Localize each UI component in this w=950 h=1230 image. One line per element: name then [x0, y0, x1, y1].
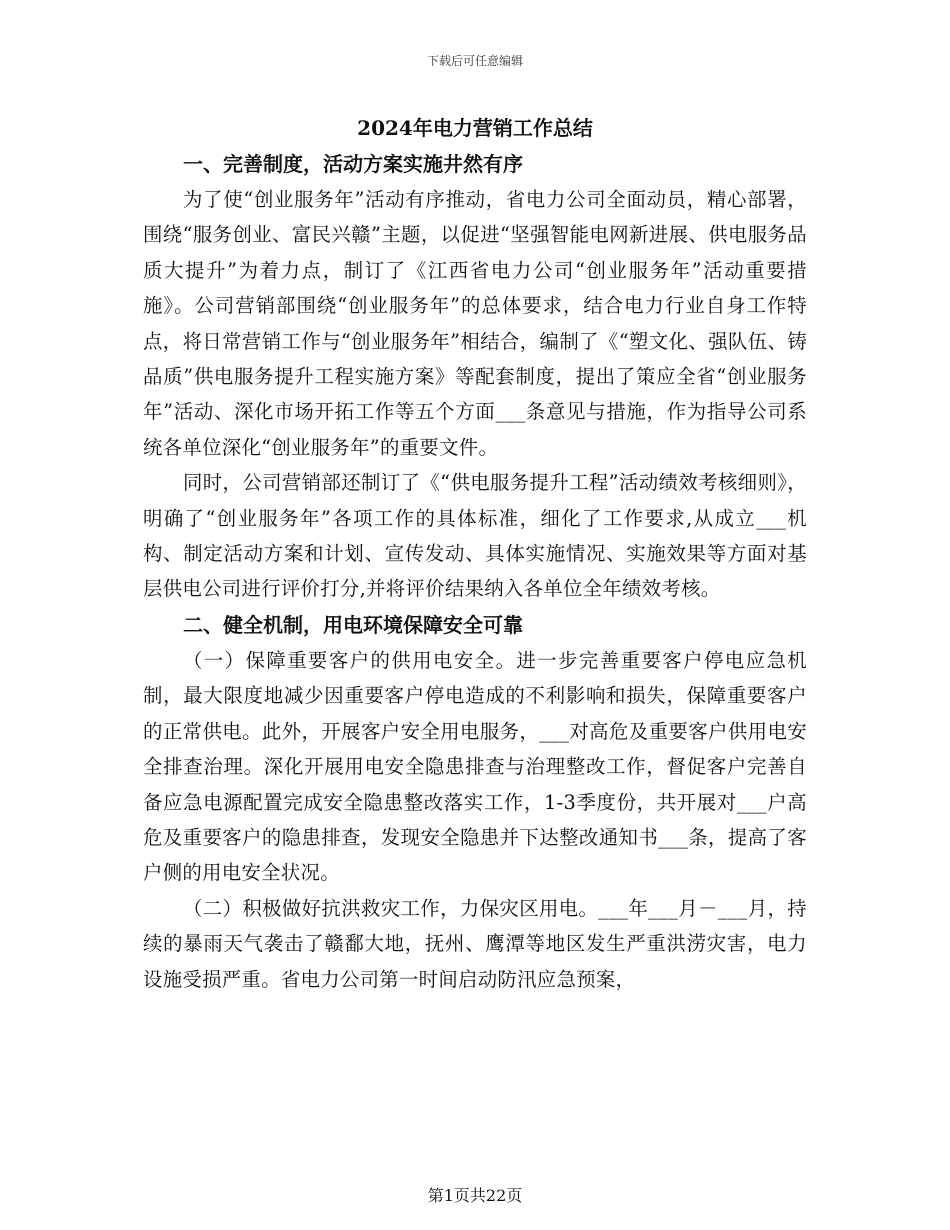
paragraph-2: 同时，公司营销部还制订了《“供电服务提升工程”活动绩效考核细则》，明确了“创业服务年”各项工作的具体标准，细化了工作要求,从成立___机构、制定活动方案和计划、宣传发动、具体实施情况、实施效果等方面对基层供电公司进行评价打分,并将评价结果纳入各单位全年绩效考核。 [143, 471, 807, 601]
page-header-note: 下载后可任意编辑 [426, 54, 523, 68]
page-number: 第1页共22页 [427, 1186, 523, 1205]
paragraph-1: 为了使“创业服务年”活动有序推动，省电力公司全面动员，精心部署，围绕“服务创业、富民兴赣”主题，以促进“坚强智能电网新进展、供电服务品质大提升”为着力点，制订了《江西省电力公司“创业服务年”活动重要措施》。公司营销部围绕“创业服务年”的总体要求，结合电力行业自身工作特点，将日常营销工作与“创业服务年”相结合，编制了《“塑文化、强队伍、铸品质”供电服务提升工程实施方案》等配套制度，提出了策应全省“创业服务年”活动、深化市场开拓工作等五个方面___条意见与措施，作为指导公司系统各单位深化“创业服务年”的重要文件。 [143, 188, 807, 459]
section-heading-1: 一、完善制度，活动方案实施井然有序 [183, 152, 523, 176]
paragraph-3: （一）保障重要客户的供用电安全。进一步完善重要客户停电应急机制，最大限度地减少因重要客户停电造成的不利影响和损失，保障重要客户的正常供电。此外，开展客户安全用电服务，___对高危及重要客户供用电安全排查治理。深化开展用电安全隐患排查与治理整改工作，督促客户完善自备应急电源配置完成安全隐患整改落实工作，1-3季度份，共开展对___户高危及重要客户的隐患排查，发现安全隐患并下达整改通知书___条，提高了客户侧的用电安全状况。 [143, 648, 807, 885]
paragraph-4: （二）积极做好抗洪救灾工作，力保灾区用电。___年___月－___月，持续的暴雨天气袭击了赣鄱大地，抚州、鹰潭等地区发生严重洪涝灾害，电力设施受损严重。省电力公司第一时间启动防汛应急预案， [143, 896, 807, 991]
document-body [143, 110, 807, 997]
section-heading-2: 二、健全机制，用电环境保障安全可靠 [183, 612, 523, 637]
document-title: 2024年电力营销工作总结 [357, 116, 593, 140]
